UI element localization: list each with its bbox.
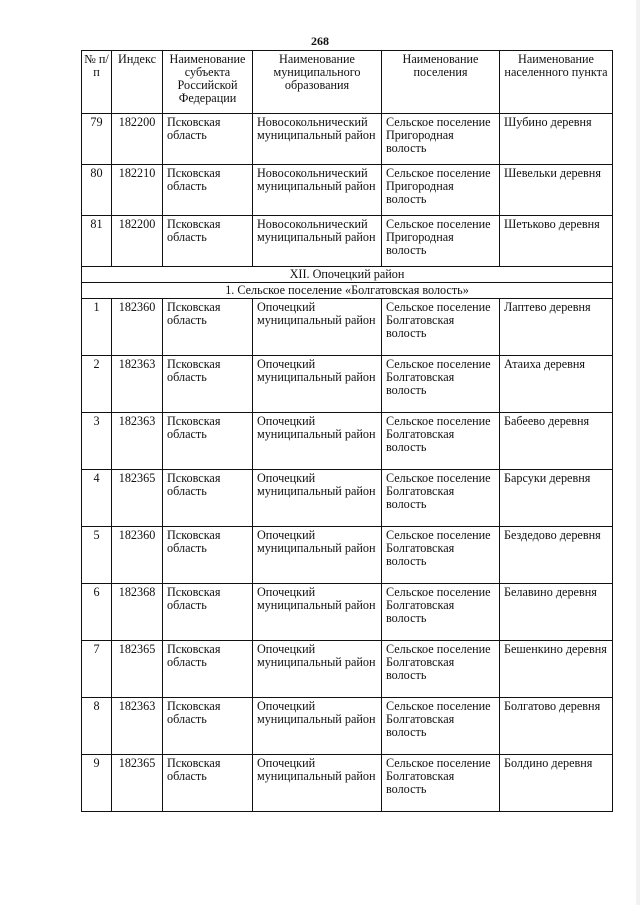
row-municipal: Опочецкий муниципальный район — [253, 356, 382, 413]
row-index: 182363 — [112, 698, 163, 755]
row-num: 2 — [82, 356, 112, 413]
header-settlement: Наименование поселения — [382, 51, 500, 114]
row-subject: Псковская область — [163, 165, 253, 216]
row-subject: Псковская область — [163, 216, 253, 267]
row-index: 182365 — [112, 470, 163, 527]
row-settlement: Сельское поселение Болгатовская волость — [382, 698, 500, 755]
row-locality: Шевельки деревня — [500, 165, 613, 216]
table-row — [82, 165, 613, 216]
settlements-table — [81, 50, 613, 812]
header-locality: Наименование населенного пункта — [500, 51, 613, 114]
table-row — [82, 114, 613, 165]
row-subject: Псковская область — [163, 527, 253, 584]
row-index: 182365 — [112, 755, 163, 812]
row-subject: Псковская область — [163, 470, 253, 527]
row-index: 182365 — [112, 641, 163, 698]
row-settlement: Сельское поселение Болгатовская волость — [382, 356, 500, 413]
table-row — [82, 584, 613, 641]
row-index: 182360 — [112, 299, 163, 356]
table-row — [82, 356, 613, 413]
row-municipal: Новосокольнический муниципальный район — [253, 165, 382, 216]
row-locality: Бабеево деревня — [500, 413, 613, 470]
table-row — [82, 470, 613, 527]
row-num: 3 — [82, 413, 112, 470]
table-row — [82, 299, 613, 356]
table-row — [82, 527, 613, 584]
row-municipal: Новосокольнический муниципальный район — [253, 216, 382, 267]
row-municipal: Опочецкий муниципальный район — [253, 413, 382, 470]
row-municipal: Опочецкий муниципальный район — [253, 299, 382, 356]
row-index: 182363 — [112, 356, 163, 413]
district-title: XII. Опочецкий район — [82, 267, 613, 283]
row-subject: Псковская область — [163, 413, 253, 470]
table-header-row — [82, 51, 613, 114]
header-municipal: Наименование муниципального образования — [253, 51, 382, 114]
row-settlement: Сельское поселение Болгатовская волость — [382, 755, 500, 812]
settlement-heading-row — [82, 283, 613, 299]
row-index: 182200 — [112, 216, 163, 267]
row-settlement: Сельское поселение Болгатовская волость — [382, 299, 500, 356]
table-row — [82, 216, 613, 267]
row-num: 6 — [82, 584, 112, 641]
row-locality: Болгатово деревня — [500, 698, 613, 755]
row-locality: Белавино деревня — [500, 584, 613, 641]
row-municipal: Опочецкий муниципальный район — [253, 584, 382, 641]
row-num: 9 — [82, 755, 112, 812]
row-num: 81 — [82, 216, 112, 267]
row-locality: Атаиха деревня — [500, 356, 613, 413]
row-index: 182360 — [112, 527, 163, 584]
row-municipal: Новосокольнический муниципальный район — [253, 114, 382, 165]
row-municipal: Опочецкий муниципальный район — [253, 755, 382, 812]
row-locality: Шетьково деревня — [500, 216, 613, 267]
row-settlement: Сельское поселение Пригородная волость — [382, 216, 500, 267]
row-index: 182210 — [112, 165, 163, 216]
row-num: 7 — [82, 641, 112, 698]
header-num: № п/п — [82, 51, 112, 114]
page-number: 268 — [311, 34, 329, 48]
row-num: 79 — [82, 114, 112, 165]
row-locality: Лаптево деревня — [500, 299, 613, 356]
header-subject: Наименование субъекта Российской Федерации — [163, 51, 253, 114]
row-locality: Бездедово деревня — [500, 527, 613, 584]
row-locality: Болдино деревня — [500, 755, 613, 812]
row-settlement: Сельское поселение Болгатовская волость — [382, 527, 500, 584]
row-settlement: Сельское поселение Болгатовская волость — [382, 641, 500, 698]
district-heading-row — [82, 267, 613, 283]
row-subject: Псковская область — [163, 698, 253, 755]
row-settlement: Сельское поселение Болгатовская волость — [382, 413, 500, 470]
row-num: 80 — [82, 165, 112, 216]
row-subject: Псковская область — [163, 299, 253, 356]
row-index: 182368 — [112, 584, 163, 641]
scan-edge-shadow — [636, 0, 640, 905]
row-locality: Шубино деревня — [500, 114, 613, 165]
row-locality: Бешенкино деревня — [500, 641, 613, 698]
row-subject: Псковская область — [163, 584, 253, 641]
row-num: 1 — [82, 299, 112, 356]
row-municipal: Опочецкий муниципальный район — [253, 527, 382, 584]
table-row — [82, 755, 613, 812]
table-row — [82, 698, 613, 755]
row-index: 182363 — [112, 413, 163, 470]
row-municipal: Опочецкий муниципальный район — [253, 698, 382, 755]
row-num: 8 — [82, 698, 112, 755]
row-num: 4 — [82, 470, 112, 527]
row-locality: Барсуки деревня — [500, 470, 613, 527]
row-settlement: Сельское поселение Болгатовская волость — [382, 470, 500, 527]
row-settlement: Сельское поселение Пригородная волость — [382, 165, 500, 216]
row-subject: Псковская область — [163, 641, 253, 698]
table-row — [82, 413, 613, 470]
header-index: Индекс — [112, 51, 163, 114]
table-row — [82, 641, 613, 698]
row-settlement: Сельское поселение Болгатовская волость — [382, 584, 500, 641]
row-subject: Псковская область — [163, 755, 253, 812]
row-municipal: Опочецкий муниципальный район — [253, 470, 382, 527]
row-municipal: Опочецкий муниципальный район — [253, 641, 382, 698]
settlement-title: 1. Сельское поселение «Болгатовская волость» — [82, 283, 613, 299]
row-index: 182200 — [112, 114, 163, 165]
row-subject: Псковская область — [163, 356, 253, 413]
row-subject: Псковская область — [163, 114, 253, 165]
row-num: 5 — [82, 527, 112, 584]
row-settlement: Сельское поселение Пригородная волость — [382, 114, 500, 165]
